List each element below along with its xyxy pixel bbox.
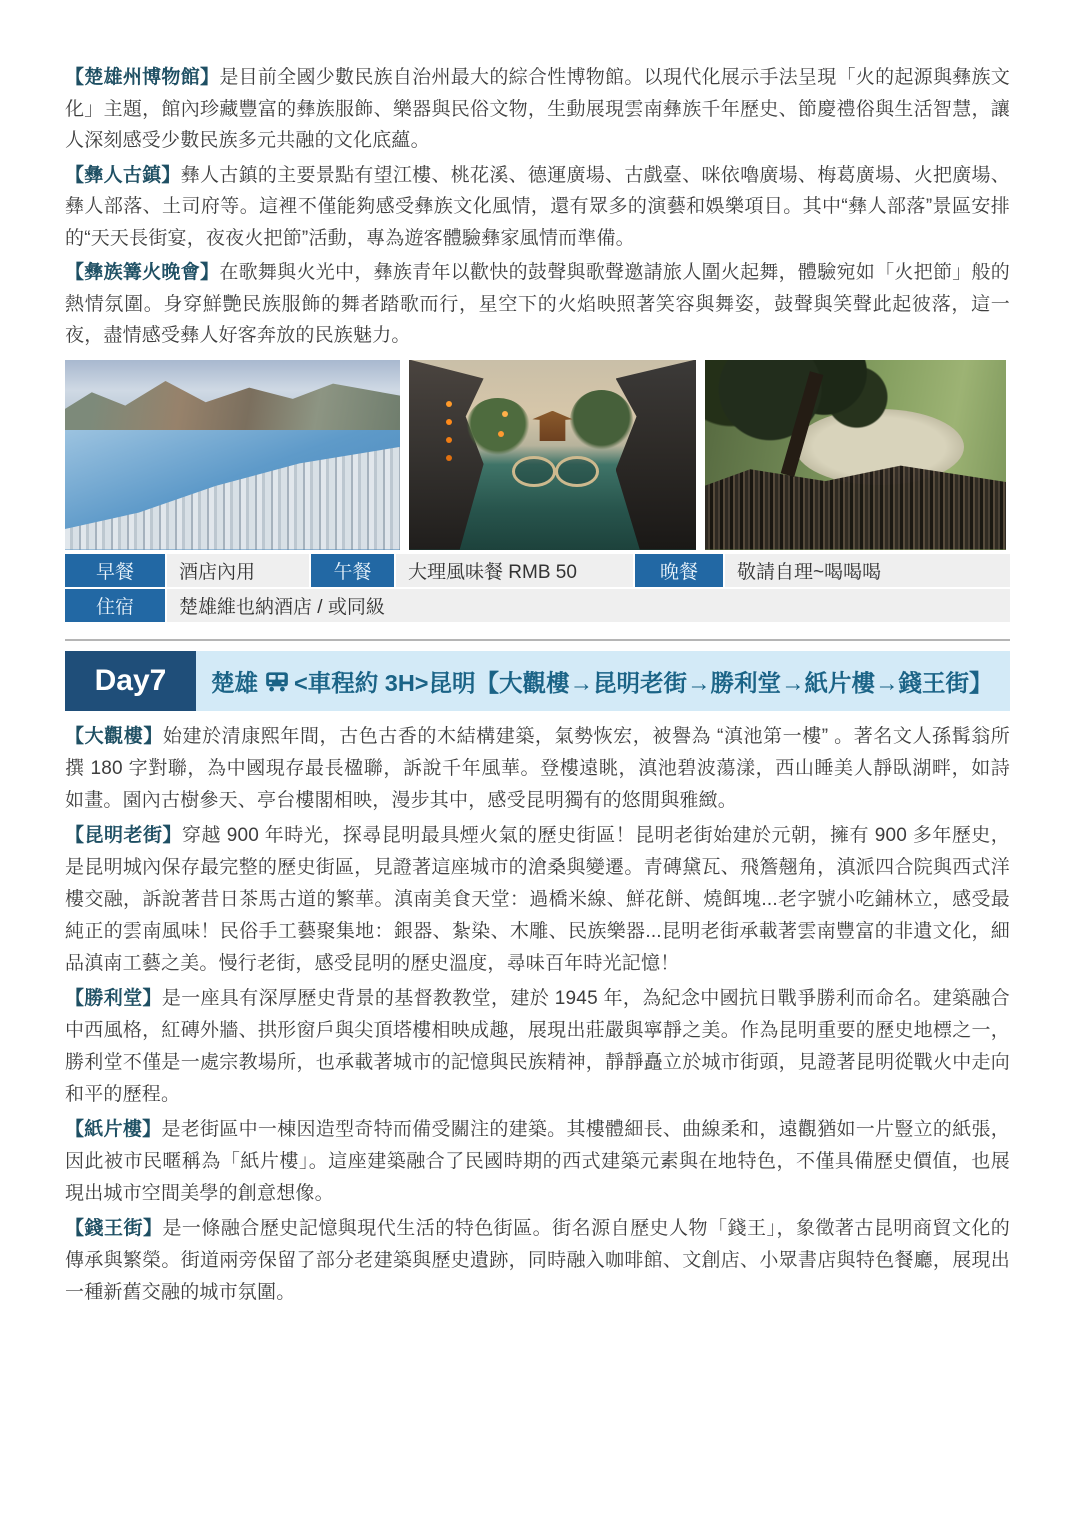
route-transport: <車程約 3H> [294,669,429,696]
paragraph-chuxiong-museum [65,62,1010,157]
section-title: 【勝利堂】 [65,987,162,1009]
route-from: 楚雄 [211,669,258,696]
right-building-art [616,360,696,550]
section-body: 在歌舞與火光中，彝族青年以歡快的鼓聲與歌聲邀請旅人圍火起舞，體驗宛如「火把節」般的熱情氛圍。身穿鮮艷民族服飾的舞者踏歌而行，星空下的火焰映照著笑容與舞姿，鼓聲與笑聲此起彼落，這一夜，盡情感受彝人好客奔放的民族魅力。 [65,262,1011,346]
section-title: 【錢王街】 [65,1217,163,1239]
paragraph-qianwangjie [65,1213,1010,1309]
bridge-arch-art [555,456,598,487]
bridge-arch-art [512,456,555,487]
breakfast-label: 早餐 [65,554,165,587]
section-body: 是目前全國少數民族自治州最大的綜合性博物館。以現代化展示手法呈現「火的起源與彝族文化」主題，館內珍藏豐富的彝族服飾、樂器與民俗文物，生動展現雲南彝族千年歷史、節慶禮俗與生活智慧，讓人深刻感受少數民族多元共融的文化底蘊。 [65,67,1011,151]
day7-route [196,651,1010,711]
breakfast-value: 酒店內用 [167,554,309,587]
section-body: 始建於清康熙年間，古色古香的木結構建築，氣勢恢宏，被譽為 “滇池第一樓” 。著名文人孫髯翁所撰 180 字對聯，為中國現存最長楹聯，訴說千年風華。登樓遠眺，滇池碧波蕩漾，西山睡美人靜臥湖畔，如詩如畫。園內古樹參天、亭台樓閣相映，漫步其中，感受昆明獨有的悠閒與雅緻。 [65,725,1010,811]
day7-banner [65,651,1010,711]
paragraph-kunming-old-street [65,820,1010,980]
page-content [65,62,1010,1312]
section-title: 【紙片樓】 [65,1118,162,1140]
bonfire-gathering-photo [705,360,1006,550]
section-title: 【大觀樓】 [65,725,163,747]
section-body: 彝人古鎮的主要景點有望江樓、桃花溪、德運廣場、古戲臺、咪依嚕廣場、梅葛廣場、火把廣場、彝人部落、土司府等。這裡不僅能夠感受彝族文化風情，還有眾多的演藝和娛樂項目。其中“彝人部落”景區安排的“天天長街宴，夜夜火把節”活動，專為遊客體驗彝家風情而準備。 [65,164,1011,249]
lakeside-town-photo [65,360,400,550]
section-title: 【彝人古鎮】 [65,164,181,186]
section-body: 是老街區中一棟因造型奇特而備受關注的建築。其樓體細長、曲線柔和，遠觀猶如一片豎立的紙張，因此被市民暱稱為「紙片樓」。這座建築融合了民國時期的西式建築元素與在地特色，不僅具備歷史價值，也展現出城市空間美學的創意想像。 [65,1118,1010,1204]
day7-paragraphs [65,721,1010,1309]
tree-art [466,398,529,455]
section-body: 是一條融合歷史記憶與現代生活的特色街區。街名源自歷史人物「錢王」，象徵著古昆明商貿文化的傳承與繁榮。街道兩旁保留了部分老建築與歷史遺跡，同時融入咖啡館、文創店、小眾書店與特色餐廳，展現出一種新舊交融的城市氛圍。 [65,1217,1010,1303]
section-body: 穿越 900 年時光，探尋昆明最具煙火氣的歷史街區！昆明老街始建於元朝，擁有 900 多年歷史，是昆明城內保存最完整的歷史街區，見證著這座城市的滄桑與變遷。青磚黛瓦、飛簷翹角，滇派四合院與西式洋樓交融，訴說著昔日茶馬古道的繁華。滇南美食天堂：過橋米線、鮮花餅、燒餌塊...老字號小吃鋪林立，感受最純正的雲南風味！民俗手工藝聚集地：銀器、紮染、木雕、民族樂器...昆明老街承載著雲南豐富的非遺文化，細品滇南工藝之美。慢行老街，感受昆明的歷史溫度，尋味百年時光記憶！ [65,824,1010,974]
section-title: 【楚雄州博物館】 [65,67,220,88]
tree-art [570,390,633,451]
route-to: 昆明【大觀樓→昆明老街→勝利堂→紙片樓→錢王街】 [428,669,993,696]
day7-label: Day7 [65,651,196,711]
paragraph-shenglitang [65,983,1010,1111]
section-body: 是一座具有深厚歷史背景的基督教教堂，建於 1945 年，為紀念中國抗日戰爭勝利而命名。建築融合中西風格，紅磚外牆、拱形窗戶與尖頂塔樓相映成趣，展現出莊嚴與寧靜之美。作為昆明重要的歷史地標之一，勝利堂不僅是一處宗教場所，也承載著城市的記憶與民族精神，靜靜矗立於城市街頭，見證著昆明從戰火中走向和平的歷程。 [65,987,1010,1105]
photo-strip [65,360,1010,550]
paragraph-zhipianlou [65,1114,1010,1210]
mountains-art [65,369,400,436]
bus-icon [264,668,290,694]
hotel-label: 住宿 [65,589,165,622]
ancient-town-canal-photo [409,360,696,550]
paragraph-bonfire-party [65,257,1010,352]
dinner-value: 敬請自理~喝喝喝 [725,554,1010,587]
section-title: 【彝族篝火晚會】 [65,262,220,283]
hotel-value: 楚雄維也納酒店 / 或同級 [167,589,1010,622]
lunch-value: 大理風味餐 RMB 50 [396,554,633,587]
dinner-label: 晚餐 [635,554,723,587]
lunch-label: 午餐 [311,554,394,587]
paragraph-yiren-ancient-town [65,160,1010,255]
pavilion-art [532,411,572,441]
meal-hotel-table [65,554,1010,622]
left-building-art [409,360,484,550]
section-title: 【昆明老街】 [65,824,182,846]
paragraph-daguanlou [65,721,1010,817]
section-divider [65,639,1010,641]
